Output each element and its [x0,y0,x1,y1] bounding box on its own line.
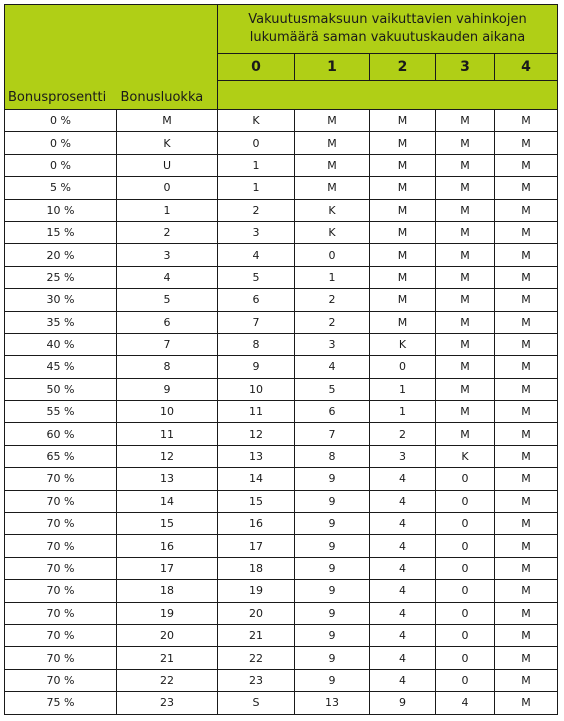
table-row [5,692,558,714]
bonusluokka-cell: 11 [117,423,218,445]
claims-3-cell: 0 [436,490,495,512]
claims-0-cell: 0 [218,132,295,154]
claims-4-cell: M [495,154,558,176]
claims-3-cell: M [436,154,495,176]
table-row [5,468,558,490]
bonusluokka-cell: 13 [117,468,218,490]
bonusluokka-cell: 19 [117,602,218,624]
claims-0-cell: 13 [218,445,295,467]
bonusluokka-cell: 14 [117,490,218,512]
table-row [5,535,558,557]
bonusprosentti-cell: 0 % [5,132,117,154]
bonusluokka-cell: 8 [117,356,218,378]
bonusprosentti-cell: 60 % [5,423,117,445]
header-spacer [218,81,558,110]
claims-2-cell: 4 [370,490,436,512]
claims-0-cell: 3 [218,221,295,243]
claims-3-cell: M [436,266,495,288]
table-row [5,557,558,579]
bonusprosentti-cell: 70 % [5,557,117,579]
claims-3-cell: M [436,378,495,400]
claims-3-cell: M [436,177,495,199]
claims-4-cell: M [495,244,558,266]
header-bonusluokka: Bonusluokka [117,5,218,110]
claims-4-cell: M [495,647,558,669]
claims-0-cell: 2 [218,199,295,221]
bonusluokka-cell: 3 [117,244,218,266]
claims-3-cell: 0 [436,669,495,691]
table-row [5,154,558,176]
claims-0-cell: 11 [218,401,295,423]
claims-2-cell: 1 [370,401,436,423]
claims-1-cell: 4 [295,356,370,378]
bonusluokka-cell: U [117,154,218,176]
claims-4-cell: M [495,311,558,333]
bonusprosentti-cell: 0 % [5,154,117,176]
table-row [5,333,558,355]
claims-4-cell: M [495,177,558,199]
claims-4-cell: M [495,289,558,311]
claims-1-cell: 5 [295,378,370,400]
claims-0-cell: 14 [218,468,295,490]
claims-4-cell: M [495,490,558,512]
bonusprosentti-cell: 45 % [5,356,117,378]
bonusprosentti-cell: 70 % [5,647,117,669]
table-row [5,356,558,378]
claims-3-cell: 0 [436,624,495,646]
claims-2-cell: M [370,266,436,288]
bonusprosentti-cell: 70 % [5,468,117,490]
claims-3-cell: M [436,221,495,243]
claims-2-cell: 4 [370,513,436,535]
claims-3-cell: M [436,401,495,423]
claims-3-cell: 0 [436,557,495,579]
claims-0-cell: 19 [218,580,295,602]
bonusprosentti-cell: 20 % [5,244,117,266]
claims-4-cell: M [495,624,558,646]
claims-0-cell: 17 [218,535,295,557]
claims-2-cell: M [370,311,436,333]
bonusluokka-cell: 0 [117,177,218,199]
claims-2-cell: M [370,289,436,311]
claims-1-cell: 9 [295,647,370,669]
table-row [5,177,558,199]
claims-4-cell: M [495,423,558,445]
table-row [5,311,558,333]
claims-2-cell: M [370,244,436,266]
claims-2-cell: K [370,333,436,355]
header-claims-3: 3 [436,54,495,81]
claims-4-cell: M [495,557,558,579]
header-claims-0: 0 [218,54,295,81]
claims-1-cell: 9 [295,624,370,646]
claims-1-cell: 9 [295,513,370,535]
claims-1-cell: 9 [295,535,370,557]
claims-2-cell: M [370,110,436,132]
bonusluokka-cell: 15 [117,513,218,535]
claims-2-cell: 1 [370,378,436,400]
bonusluokka-cell: 4 [117,266,218,288]
claims-0-cell: 7 [218,311,295,333]
claims-1-cell: 9 [295,468,370,490]
claims-1-cell: 2 [295,289,370,311]
claims-1-cell: 9 [295,602,370,624]
bonusprosentti-cell: 30 % [5,289,117,311]
table-row [5,490,558,512]
claims-2-cell: M [370,132,436,154]
claims-1-cell: 9 [295,580,370,602]
table-row [5,513,558,535]
bonusprosentti-cell: 55 % [5,401,117,423]
claims-4-cell: M [495,602,558,624]
claims-2-cell: 4 [370,669,436,691]
claims-4-cell: M [495,266,558,288]
claims-1-cell: 9 [295,557,370,579]
claims-2-cell: 4 [370,557,436,579]
bonusluokka-cell: 21 [117,647,218,669]
bonusprosentti-cell: 70 % [5,535,117,557]
bonusprosentti-cell: 40 % [5,333,117,355]
bonusprosentti-cell: 75 % [5,692,117,714]
claims-0-cell: 1 [218,177,295,199]
bonusprosentti-cell: 70 % [5,624,117,646]
claims-0-cell: K [218,110,295,132]
bonusprosentti-cell: 0 % [5,110,117,132]
claims-1-cell: 0 [295,244,370,266]
claims-0-cell: 6 [218,289,295,311]
claims-4-cell: M [495,356,558,378]
claims-0-cell: 15 [218,490,295,512]
bonusluokka-cell: 17 [117,557,218,579]
header-claims-4: 4 [495,54,558,81]
bonusluokka-cell: 22 [117,669,218,691]
table-row [5,423,558,445]
claims-2-cell: 4 [370,580,436,602]
table-row [5,110,558,132]
claims-3-cell: M [436,333,495,355]
claims-2-cell: M [370,177,436,199]
claims-3-cell: 0 [436,580,495,602]
bonusluokka-cell: 7 [117,333,218,355]
claims-0-cell: 21 [218,624,295,646]
bonusprosentti-cell: 5 % [5,177,117,199]
claims-3-cell: M [436,423,495,445]
claims-3-cell: M [436,311,495,333]
claims-3-cell: 0 [436,535,495,557]
claims-3-cell: M [436,356,495,378]
claims-2-cell: 4 [370,624,436,646]
bonusluokka-cell: 12 [117,445,218,467]
claims-1-cell: 2 [295,311,370,333]
table-row [5,401,558,423]
table-row [5,221,558,243]
claims-3-cell: 0 [436,602,495,624]
claims-2-cell: 0 [370,356,436,378]
bonusprosentti-cell: 10 % [5,199,117,221]
claims-3-cell: 4 [436,692,495,714]
claims-1-cell: M [295,110,370,132]
claims-4-cell: M [495,513,558,535]
claims-0-cell: 20 [218,602,295,624]
bonusprosentti-cell: 35 % [5,311,117,333]
bonusluokka-cell: 23 [117,692,218,714]
claims-3-cell: 0 [436,468,495,490]
claims-2-cell: 4 [370,647,436,669]
claims-4-cell: M [495,132,558,154]
claims-4-cell: M [495,580,558,602]
header-claims-2: 2 [370,54,436,81]
claims-1-cell: 9 [295,490,370,512]
table-row [5,445,558,467]
claims-3-cell: M [436,289,495,311]
table-row [5,580,558,602]
claims-4-cell: M [495,221,558,243]
claims-4-cell: M [495,199,558,221]
claims-2-cell: M [370,199,436,221]
bonusluokka-cell: 5 [117,289,218,311]
claims-1-cell: 13 [295,692,370,714]
claims-2-cell: 9 [370,692,436,714]
bonusprosentti-cell: 70 % [5,490,117,512]
bonusprosentti-cell: 65 % [5,445,117,467]
claims-4-cell: M [495,110,558,132]
table-body [5,110,558,715]
claims-0-cell: 9 [218,356,295,378]
claims-4-cell: M [495,669,558,691]
bonusprosentti-cell: 25 % [5,266,117,288]
claims-0-cell: 5 [218,266,295,288]
bonusprosentti-cell: 70 % [5,669,117,691]
header-bonusprosentti: Bonusprosentti [5,5,117,110]
claims-1-cell: 9 [295,669,370,691]
claims-3-cell: M [436,110,495,132]
bonusluokka-cell: 18 [117,580,218,602]
claims-1-cell: M [295,177,370,199]
claims-0-cell: 10 [218,378,295,400]
claims-2-cell: 2 [370,423,436,445]
header-title: Vakuutusmaksuun vaikuttavien vahinkojen lukumäärä saman vakuutuskauden aikana [218,5,558,54]
bonusluokka-cell: 9 [117,378,218,400]
claims-0-cell: 22 [218,647,295,669]
table-row [5,244,558,266]
table-row [5,669,558,691]
claims-0-cell: 4 [218,244,295,266]
claims-2-cell: 3 [370,445,436,467]
claims-4-cell: M [495,378,558,400]
claims-1-cell: 3 [295,333,370,355]
table-row [5,624,558,646]
claims-3-cell: M [436,199,495,221]
claims-4-cell: M [495,692,558,714]
table-header [5,5,558,110]
claims-4-cell: M [495,333,558,355]
claims-3-cell: 0 [436,513,495,535]
claims-4-cell: M [495,535,558,557]
claims-1-cell: 1 [295,266,370,288]
bonusluokka-cell: 2 [117,221,218,243]
claims-1-cell: 8 [295,445,370,467]
bonusprosentti-cell: 70 % [5,513,117,535]
table-row [5,289,558,311]
bonusprosentti-cell: 70 % [5,602,117,624]
bonus-table [4,4,558,715]
bonusluokka-cell: 10 [117,401,218,423]
claims-1-cell: 7 [295,423,370,445]
claims-3-cell: K [436,445,495,467]
claims-2-cell: 4 [370,468,436,490]
claims-2-cell: M [370,154,436,176]
table-row [5,647,558,669]
claims-0-cell: 8 [218,333,295,355]
bonusluokka-cell: 20 [117,624,218,646]
bonusluokka-cell: 1 [117,199,218,221]
claims-1-cell: K [295,221,370,243]
header-claims-1: 1 [295,54,370,81]
claims-0-cell: 1 [218,154,295,176]
bonusprosentti-cell: 70 % [5,580,117,602]
claims-0-cell: 18 [218,557,295,579]
table-row [5,266,558,288]
claims-1-cell: K [295,199,370,221]
claims-0-cell: S [218,692,295,714]
claims-3-cell: M [436,132,495,154]
table-row [5,602,558,624]
bonusluokka-cell: M [117,110,218,132]
claims-0-cell: 16 [218,513,295,535]
claims-1-cell: 6 [295,401,370,423]
claims-4-cell: M [495,401,558,423]
claims-3-cell: 0 [436,647,495,669]
table-row [5,378,558,400]
bonusluokka-cell: 6 [117,311,218,333]
claims-2-cell: 4 [370,602,436,624]
claims-2-cell: M [370,221,436,243]
bonusluokka-cell: 16 [117,535,218,557]
table-row [5,199,558,221]
claims-0-cell: 12 [218,423,295,445]
bonusprosentti-cell: 15 % [5,221,117,243]
claims-1-cell: M [295,154,370,176]
claims-3-cell: M [436,244,495,266]
bonusprosentti-cell: 50 % [5,378,117,400]
claims-0-cell: 23 [218,669,295,691]
table-row [5,132,558,154]
claims-4-cell: M [495,445,558,467]
claims-4-cell: M [495,468,558,490]
bonusluokka-cell: K [117,132,218,154]
claims-1-cell: M [295,132,370,154]
claims-2-cell: 4 [370,535,436,557]
